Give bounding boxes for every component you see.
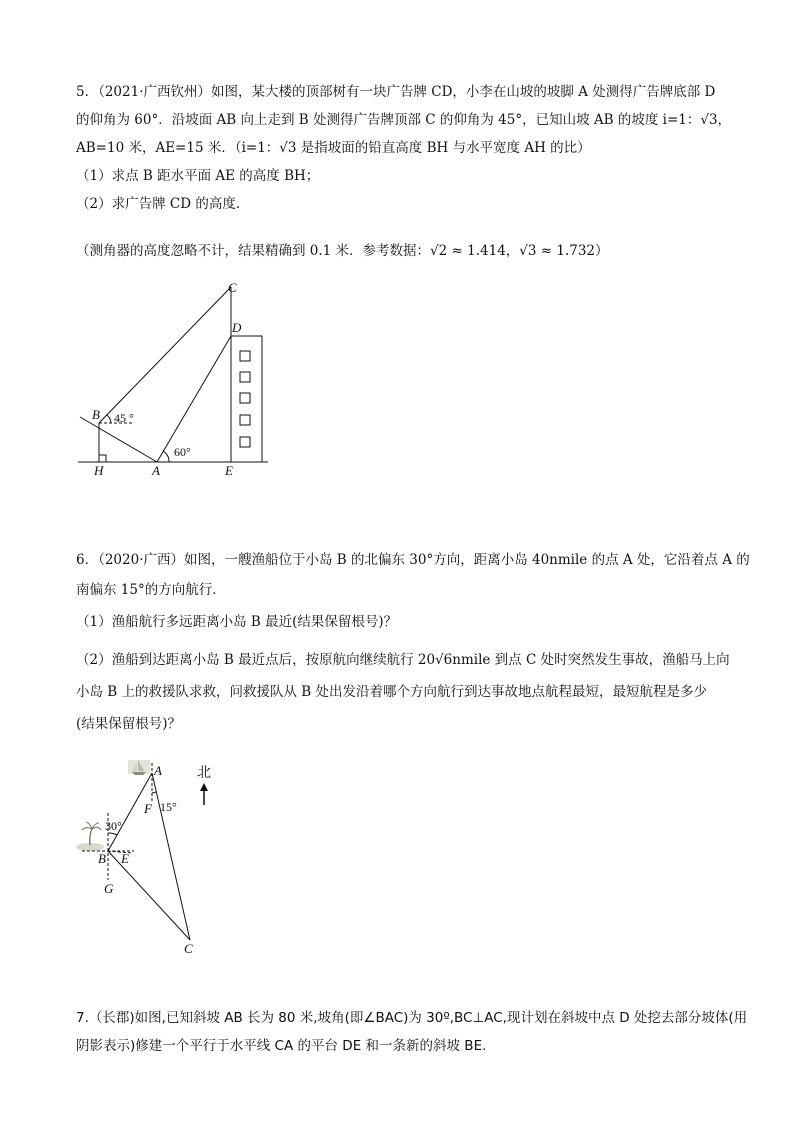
segment-ac	[152, 773, 190, 940]
p5-line-1: 5．（2021·广西钦州）如图，某大楼的顶部树有一块广告牌 CD，小李在山坡的坡脚 A 处测得广告牌底部 D	[76, 84, 716, 100]
window	[240, 351, 250, 361]
angle-b-label: 30°	[105, 819, 122, 833]
p6-line-3: （1）渔船航行多远距离小岛 B 最近(结果保留根号)？	[76, 614, 398, 630]
north-label: 北	[197, 765, 211, 781]
label-d: D	[232, 320, 242, 335]
p5-line-6: （测角器的高度忽略不计，结果精确到 0.1 米．参考数据：√2 ≈ 1.414，√3 ≈ 1.732）	[76, 243, 609, 259]
p5-figure	[70, 270, 290, 485]
p5-line-4: （1）求点 B 距水平面 AE 的高度 BH；	[76, 168, 320, 184]
p6-line-2: 南偏东 15°的方向航行．	[76, 582, 226, 598]
label-g: G	[104, 881, 114, 896]
sight-bc	[99, 287, 231, 423]
angle-a-label: 15°	[160, 800, 177, 814]
p7-line-2: 阴影表示)修建一个平行于水平线 CA 的平台 DE 和一条新的斜坡 BE.	[76, 1038, 487, 1054]
angle-arc-a	[163, 451, 169, 462]
label-c: C	[228, 280, 237, 295]
p7-line-1: 7.（长郡)如图,已知斜坡 AB 长为 80 米,坡角(即∠BAC)为 30º,BC⊥AC,现计划在斜坡中点 D 处挖去部分坡体(用	[76, 1010, 748, 1026]
angle-a-label: 60°	[174, 445, 191, 459]
p6-line-4: （2）渔船到达距离小岛 B 最近点后，按原航向继续航行 20√6nmile 到点 C 处时突然发生事故，渔船马上向	[76, 652, 730, 668]
window	[240, 415, 250, 425]
label-f: F	[144, 801, 152, 816]
window	[240, 437, 250, 447]
boat-icon	[128, 760, 150, 775]
p6-line-5: 小岛 B 上的救援队求救，问救援队从 B 处出发沿着哪个方向航行到达事故地点航程最短，最短航程是多少	[76, 684, 708, 700]
angle-arc-b	[107, 415, 111, 423]
label-h: H	[94, 463, 104, 478]
label-e: E	[225, 463, 233, 478]
angle-b-label: 45 °	[114, 411, 134, 425]
label-b: B	[92, 407, 100, 422]
angle-arc-b	[108, 833, 117, 835]
p6-line-6: (结果保留根号)？	[76, 716, 182, 732]
right-angle-h	[99, 455, 106, 462]
window	[240, 372, 250, 382]
sight-ad	[157, 336, 231, 462]
label-a: A	[152, 463, 160, 478]
label-b: B	[98, 851, 106, 866]
island-icon	[76, 822, 104, 851]
window	[240, 393, 250, 403]
p5-line-5: （2）求广告牌 CD 的高度．	[76, 196, 250, 212]
p5-line-2: 的仰角为 60°．沿坡面 AB 向上走到 B 处测得广告牌顶部 C 的仰角为 45°，已知山坡 AB 的坡度 i=1：√3，	[76, 112, 732, 128]
angle-arc-a	[152, 792, 156, 793]
north-arrow-icon	[200, 783, 208, 805]
p6-line-1: 6．（2020·广西）如图，一艘渔船位于小岛 B 的北偏东 30°方向，距离小岛 40nmile 的点 A 处，它沿着点 A 的	[76, 552, 750, 568]
label-a: A	[154, 763, 162, 778]
building	[231, 336, 262, 462]
label-e: E	[121, 851, 129, 866]
p5-line-3: AB=10 米，AE=15 米．（i=1：√3 是指坡面的铅直高度 BH 与水平宽度 AH 的比）	[76, 140, 591, 156]
p6-figure	[76, 755, 236, 960]
label-c: C	[184, 941, 193, 956]
